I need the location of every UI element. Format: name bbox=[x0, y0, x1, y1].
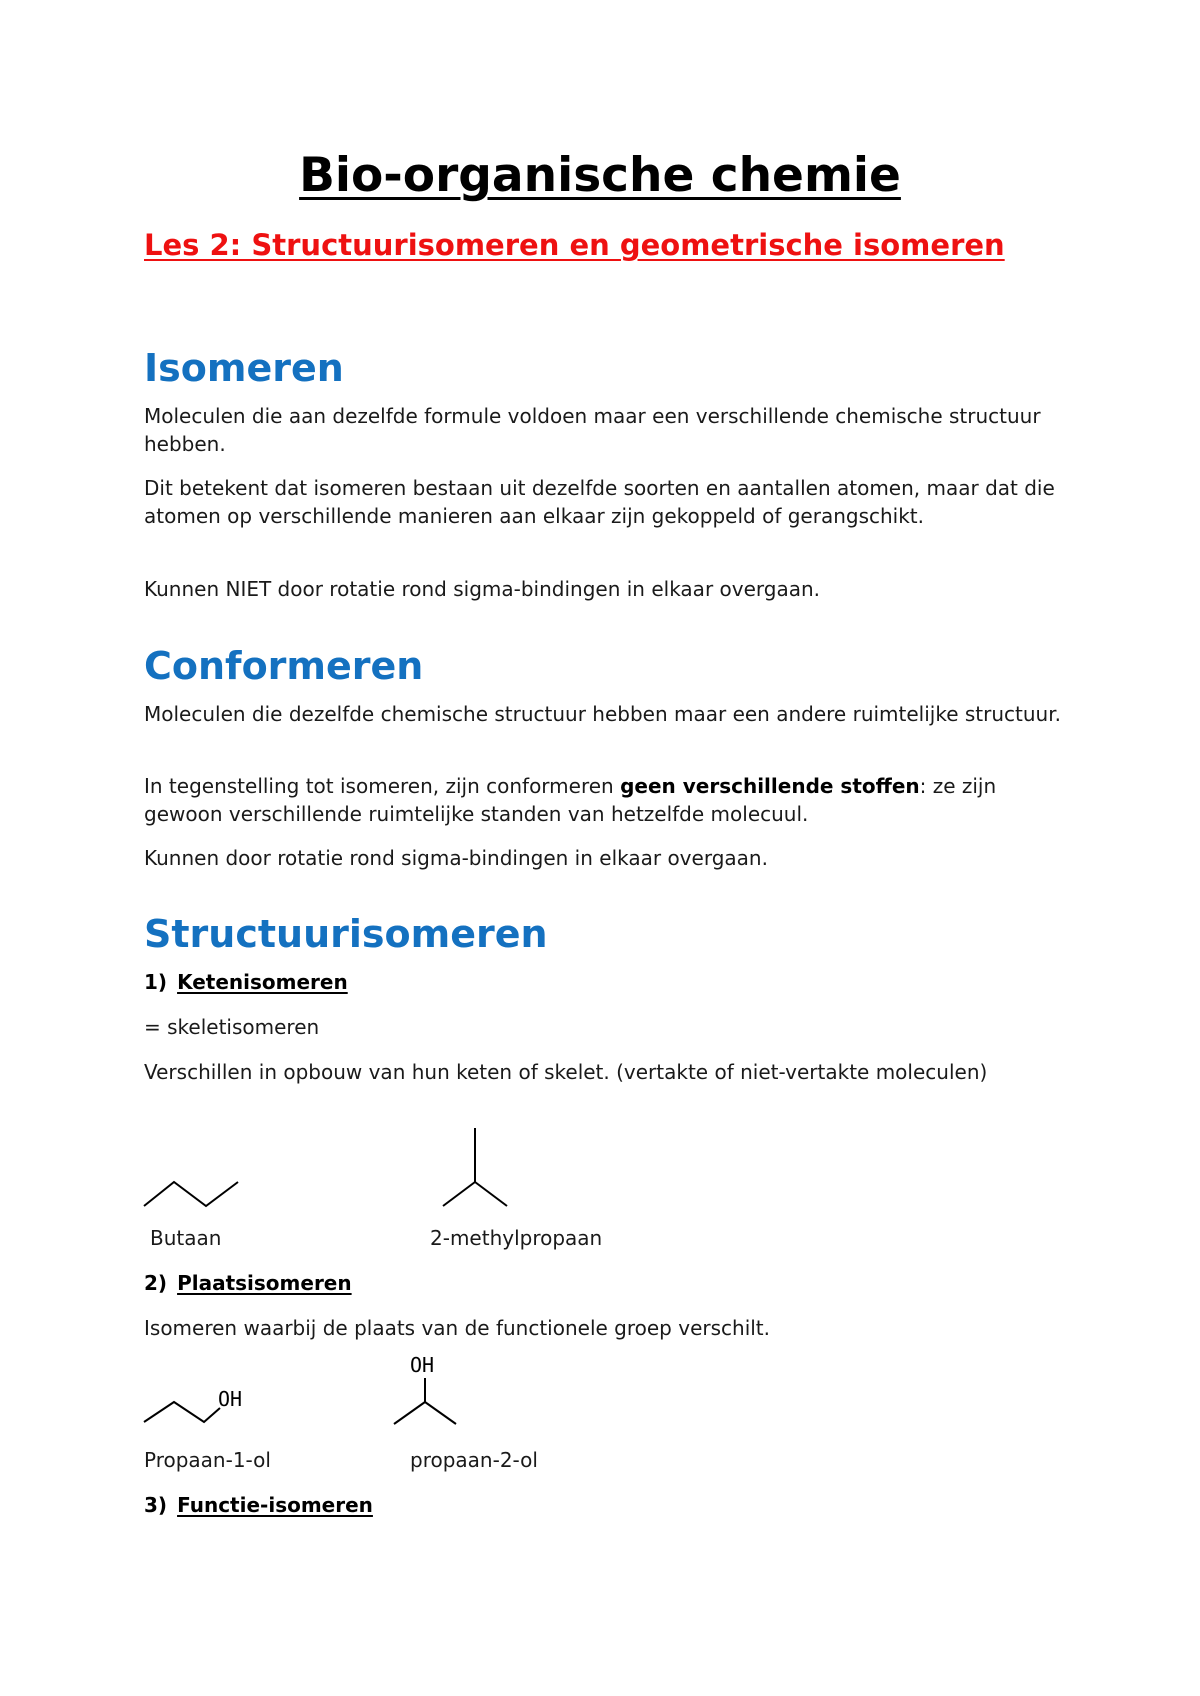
2-methylpropaan-structure bbox=[435, 1126, 515, 1212]
caption-propaan-2-ol: propaan-2-ol bbox=[410, 1448, 538, 1472]
keten-paragraph-2: Verschillen in opbouw van hun keten of skelet. (vertakte of niet-vertakte moleculen) bbox=[144, 1060, 988, 1084]
subheading-plaatsisomeren bbox=[144, 1269, 352, 1297]
oh-label-left: OH bbox=[218, 1387, 243, 1411]
oh-label-right: OH bbox=[410, 1353, 435, 1377]
conformeren-p2-bold: geen verschillende stoffen bbox=[620, 774, 920, 798]
left-bond bbox=[394, 1402, 425, 1424]
subheading-number: 3) bbox=[144, 1493, 168, 1517]
right-bond bbox=[475, 1182, 507, 1206]
right-bond bbox=[425, 1402, 456, 1424]
subheading-number: 2) bbox=[144, 1271, 168, 1295]
subheading-functie-isomeren bbox=[144, 1491, 373, 1519]
isomeren-paragraph-2: Dit betekent dat isomeren bestaan uit dezelfde soorten en aantallen atomen, maar dat die atomen op verschillende manieren aan elkaar zijn gekoppeld of gerangschikt. bbox=[144, 476, 1055, 528]
section-heading-isomeren: Isomeren bbox=[144, 346, 344, 390]
subheading-number: 1) bbox=[144, 970, 168, 994]
conformeren-paragraph-3: Kunnen door rotatie rond sigma-bindingen in elkaar overgaan. bbox=[144, 846, 768, 870]
caption-butaan: Butaan bbox=[150, 1226, 222, 1250]
keten-paragraph-1: = skeletisomeren bbox=[144, 1015, 320, 1039]
section-heading-structuurisomeren: Structuurisomeren bbox=[144, 912, 548, 956]
propaan-1-ol-bonds bbox=[144, 1402, 220, 1422]
lesson-heading: Les 2: Structuurisomeren en geometrische isomeren bbox=[144, 228, 1005, 262]
subheading-label: Ketenisomeren bbox=[177, 970, 348, 994]
subheading-label: Functie-isomeren bbox=[177, 1493, 373, 1517]
section-heading-conformeren: Conformeren bbox=[144, 644, 424, 688]
isomeren-paragraph-1: Moleculen die aan dezelfde formule voldoen maar een verschillende chemische structuur hebben. bbox=[144, 404, 1041, 456]
conformeren-p2-start: In tegenstelling tot isomeren, zijn conformeren bbox=[144, 774, 621, 798]
conformeren-paragraph-1: Moleculen die dezelfde chemische structuur hebben maar een andere ruimtelijke structuur. bbox=[144, 702, 1061, 726]
caption-propaan-1-ol: Propaan-1-ol bbox=[144, 1448, 271, 1472]
conformeren-paragraph-2 bbox=[144, 772, 1064, 828]
isomeren-paragraph-3: Kunnen NIET door rotatie rond sigma-bindingen in elkaar overgaan. bbox=[144, 577, 821, 601]
propaan-1-ol-structure bbox=[140, 1384, 250, 1428]
left-bond bbox=[443, 1182, 475, 1206]
plaats-paragraph-1: Isomeren waarbij de plaats van de functionele groep verschilt. bbox=[144, 1316, 771, 1340]
butaan-bonds bbox=[144, 1182, 238, 1206]
subheading-ketenisomeren bbox=[144, 968, 348, 996]
subheading-label: Plaatsisomeren bbox=[177, 1271, 352, 1295]
caption-2-methylpropaan: 2-methylpropaan bbox=[430, 1226, 603, 1250]
butaan-structure bbox=[140, 1170, 250, 1210]
propaan-2-ol-structure bbox=[390, 1352, 460, 1428]
document-title: Bio-organische chemie bbox=[299, 148, 901, 203]
conformeren-p2-end: : ze zijn gewoon verschillende ruimtelijke standen van hetzelfde molecuul. bbox=[144, 774, 997, 826]
